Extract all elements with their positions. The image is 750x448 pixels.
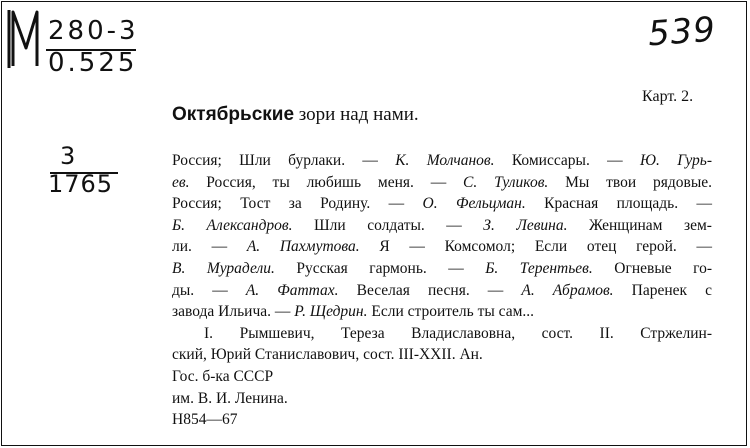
library-line: им. В. И. Ленина. (172, 389, 288, 407)
card-code: Н854—67 (172, 411, 238, 429)
song-text: Женщинам зем- (567, 216, 712, 234)
composer-name: Р. Щедрин. (294, 303, 368, 321)
composer-name: А. Абрамов. (521, 281, 614, 299)
composer-name: С. Туликов. (463, 173, 549, 191)
composer-name: К. Молчанов. (395, 152, 495, 169)
title-rest: зори над нами. (294, 104, 419, 125)
song-text: Мы твои рядовые. (548, 173, 713, 191)
song-text: Веселая песня. — (338, 281, 522, 299)
card-label: Карт. 2. (642, 88, 694, 105)
shelf-mark-line2: 0.525 (48, 48, 138, 78)
contents-line (172, 215, 712, 237)
compilers-line: I. Рымшевич, Тереза Владиславовна, сост. II. Стржелин- (204, 324, 712, 342)
contents-line (172, 193, 712, 215)
shelf-mark-line1: 280-3 (48, 16, 139, 46)
record-title (172, 104, 419, 126)
shelf-mark-symbol (7, 8, 45, 70)
contents-line (172, 280, 712, 302)
song-text: Я — Комсомол; Если отец герой. — (359, 238, 712, 256)
song-text: Шли солдаты. — (292, 216, 484, 234)
song-text: Огневые го- (592, 259, 712, 277)
compilers-line: ский, Юрий Станиславович, сост. III-XXII. Ан. (172, 346, 483, 364)
composer-name: А. Фаттах. (245, 281, 339, 299)
catalog-number-bottom: 1765 (48, 170, 114, 198)
song-text: Русская гармонь. — (274, 259, 486, 277)
contents-line (172, 236, 712, 258)
composer-name: В. Мурадели. (172, 259, 275, 277)
contents-line (172, 150, 712, 172)
song-text: ли. — (172, 238, 247, 256)
inventory-number: 539 (646, 9, 718, 55)
contents-line (172, 172, 712, 194)
title-bold: Октябрьские (172, 104, 295, 125)
composer-name: Ю. Гурь- (640, 152, 712, 169)
song-text: Россия, ты любишь меня. — (189, 173, 464, 191)
composer-name: Б. Александров. (172, 216, 293, 234)
song-text: Комиссары. — (494, 152, 640, 169)
song-text: Паренек с (613, 281, 712, 299)
composer-name: Б. Терентьев. (485, 259, 593, 277)
library-line: Гос. б-ка СССР (172, 367, 274, 385)
composer-name: ев. (172, 173, 190, 191)
composer-name: О. Фельцман. (422, 195, 526, 213)
record-body (172, 150, 712, 431)
song-text: Россия; Шли бурлаки. — (172, 152, 396, 169)
song-text: ды. — (172, 281, 246, 299)
song-text: Россия; Тост за Родину. — (172, 195, 423, 213)
catalog-number-top: 3 (60, 142, 76, 170)
song-text: Если строитель ты сам... (367, 303, 535, 321)
song-text: Красная площадь. — (525, 195, 713, 213)
composer-name: А. Пахмутова. (246, 238, 360, 256)
composer-name: З. Левина. (483, 216, 568, 234)
contents-note (172, 150, 712, 323)
contents-line (172, 301, 712, 323)
contents-line (172, 258, 712, 280)
song-text: завода Ильича. — (172, 303, 295, 321)
